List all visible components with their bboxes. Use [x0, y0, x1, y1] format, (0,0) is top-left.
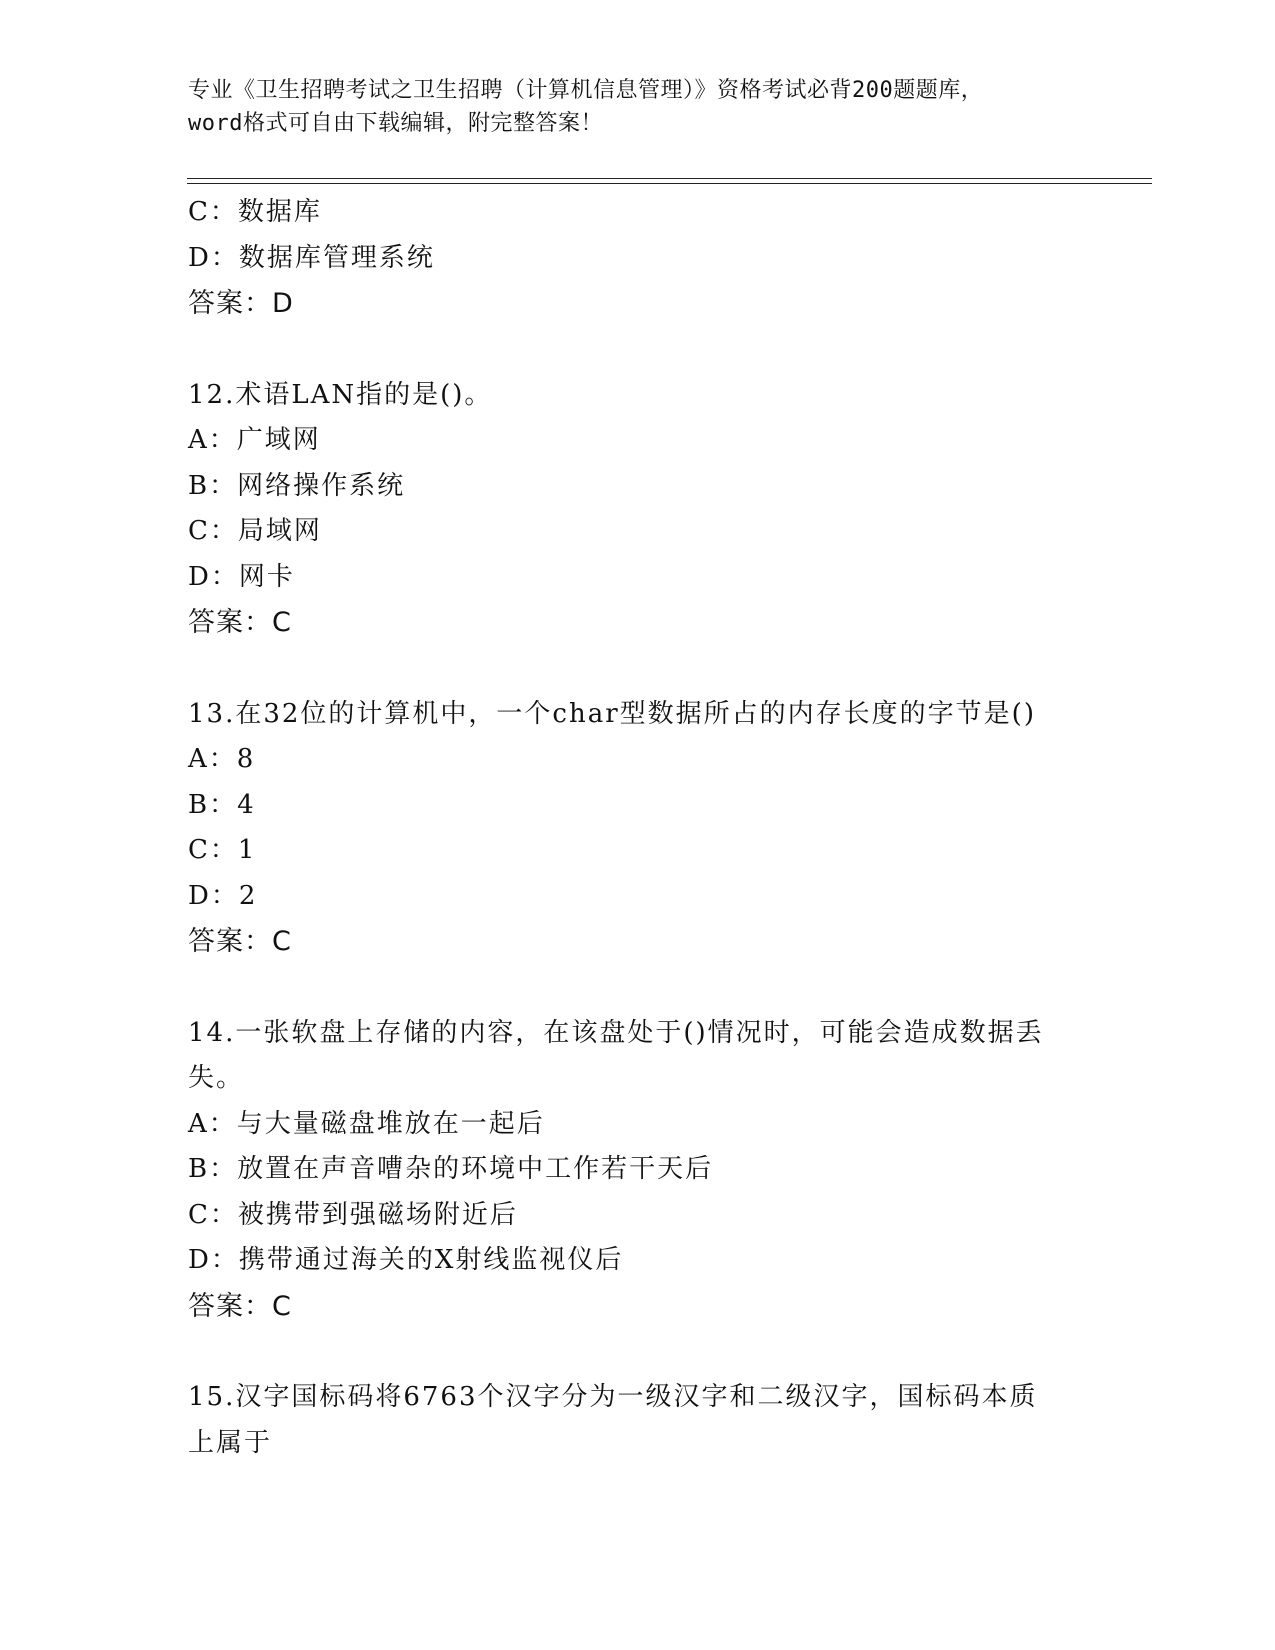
option-b: B：放置在声音嘈杂的环境中工作若干天后	[188, 1154, 714, 1184]
option-d: D：网卡	[188, 561, 295, 592]
question-text: 12.术语LAN指的是()。	[188, 379, 493, 410]
question-13	[188, 692, 1088, 965]
option-c: C：数据库	[188, 197, 322, 227]
answer: 答案：C	[188, 1290, 292, 1322]
option-a: A：与大量磁盘堆放在一起后	[188, 1108, 545, 1139]
answer: 答案：C	[188, 926, 292, 957]
header-line-2: word格式可自由下载编辑，附完整答案！	[188, 111, 603, 136]
option-d: D：携带通过海关的X射线监视仪后	[188, 1245, 624, 1275]
option-d: D：2	[188, 880, 258, 911]
question-text-line-1: 15.汉字国标码将6763个汉字分为一级汉字和二级汉字，国标码本质	[188, 1382, 1038, 1412]
header-divider-top	[187, 178, 1152, 179]
answer: 答案：D	[188, 288, 294, 319]
question-14	[188, 1011, 1088, 1330]
option-d: D：数据库管理系统	[188, 242, 435, 273]
question-11-partial	[188, 190, 1088, 327]
question-text-line-1: 14.一张软盘上存储的内容，在该盘处于()情况时，可能会造成数据丢	[188, 1017, 1044, 1048]
option-c: C：1	[188, 835, 257, 865]
answer: 答案：C	[188, 607, 292, 638]
header-line-1: 专业《卫生招聘考试之卫生招聘（计算机信息管理）》资格考试必背200题题库，	[188, 78, 984, 103]
option-c: C：被携带到强磁场附近后	[188, 1199, 518, 1230]
option-a: A：广域网	[188, 425, 321, 455]
document-header	[188, 74, 1088, 140]
header-divider-bottom	[187, 183, 1152, 184]
option-a: A：8	[188, 744, 256, 774]
question-12	[188, 373, 1088, 646]
question-text-line-2: 上属于	[188, 1427, 273, 1458]
question-text-line-2: 失。	[188, 1063, 245, 1093]
option-b: B：网络操作系统	[188, 470, 406, 501]
question-text: 13.在32位的计算机中，一个char型数据所占的内存长度的字节是()	[188, 698, 1036, 729]
question-list	[188, 190, 1088, 1466]
option-b: B：4	[188, 789, 256, 820]
option-c: C：局域网	[188, 516, 322, 546]
question-15	[188, 1375, 1088, 1466]
